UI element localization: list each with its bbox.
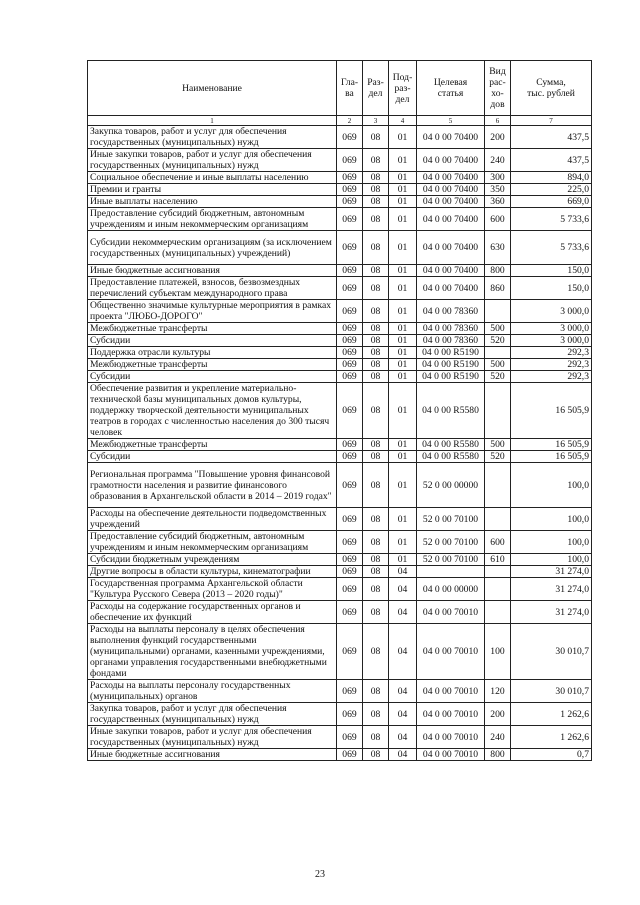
cell-vid: 360 <box>485 196 511 208</box>
cell-name: Региональная программа "Повышение уровня финансовой грамотности населения и развитие финансового образования в Архангельской области в 2014 – 2019 годах" <box>88 463 337 508</box>
cell-vid: 350 <box>485 184 511 196</box>
cell-name: Межбюджетные трансферты <box>88 439 337 451</box>
cell-sum: 292,3 <box>511 359 592 371</box>
table-row <box>88 383 592 439</box>
table-row <box>88 531 592 554</box>
table-row <box>88 749 592 761</box>
cell-glava: 069 <box>337 172 363 184</box>
cell-name: Субсидии бюджетным учреждениям <box>88 554 337 566</box>
cell-glava: 069 <box>337 359 363 371</box>
cell-name: Предоставление субсидий бюджетным, автономным учреждениям и иным некоммерческим организациям <box>88 208 337 231</box>
cell-name: Социальное обеспечение и иные выплаты населению <box>88 172 337 184</box>
cell-sum: 0,7 <box>511 749 592 761</box>
cell-target: 04 0 00 70010 <box>417 726 485 749</box>
cell-podrazdel: 01 <box>389 347 417 359</box>
cell-target: 04 0 00 70400 <box>417 149 485 172</box>
cell-name: Иные выплаты населению <box>88 196 337 208</box>
cell-name: Субсидии <box>88 451 337 463</box>
cell-vid <box>485 578 511 601</box>
table-row <box>88 300 592 323</box>
cell-target: 04 0 00 70010 <box>417 624 485 680</box>
cell-razdel: 08 <box>363 335 389 347</box>
cell-sum: 16 505,9 <box>511 383 592 439</box>
cell-target: 04 0 00 70400 <box>417 231 485 265</box>
cell-glava: 069 <box>337 277 363 300</box>
cell-sum: 150,0 <box>511 277 592 300</box>
cell-target: 04 0 00 00000 <box>417 578 485 601</box>
cell-razdel: 08 <box>363 451 389 463</box>
cell-sum: 31 274,0 <box>511 578 592 601</box>
cell-vid: 520 <box>485 335 511 347</box>
table-row <box>88 149 592 172</box>
cell-glava: 069 <box>337 335 363 347</box>
cell-sum: 31 274,0 <box>511 566 592 578</box>
cell-razdel: 08 <box>363 383 389 439</box>
cell-glava: 069 <box>337 703 363 726</box>
cell-sum: 1 262,6 <box>511 726 592 749</box>
cell-name: Премии и гранты <box>88 184 337 196</box>
table-row <box>88 726 592 749</box>
cell-sum: 1 262,6 <box>511 703 592 726</box>
cell-target: 04 0 00 R5190 <box>417 371 485 383</box>
cell-vid: 200 <box>485 126 511 149</box>
cell-razdel: 08 <box>363 277 389 300</box>
cell-target: 04 0 00 70400 <box>417 126 485 149</box>
cell-razdel: 08 <box>363 680 389 703</box>
cell-razdel: 08 <box>363 508 389 531</box>
table-row <box>88 703 592 726</box>
cell-glava: 069 <box>337 347 363 359</box>
table-row <box>88 323 592 335</box>
cell-name: Обеспечение развития и укрепление материально-технической базы муниципальных домов культуры, поддержку творческой деятельности муниципальных театров в городах с численностью населения до 300 тысяч человек <box>88 383 337 439</box>
table-row <box>88 196 592 208</box>
cell-razdel: 08 <box>363 172 389 184</box>
table-row <box>88 439 592 451</box>
column-number: 7 <box>511 116 592 126</box>
cell-razdel: 08 <box>363 149 389 172</box>
cell-sum: 3 000,0 <box>511 335 592 347</box>
cell-podrazdel: 01 <box>389 335 417 347</box>
cell-glava: 069 <box>337 451 363 463</box>
column-number: 2 <box>337 116 363 126</box>
cell-sum: 100,0 <box>511 463 592 508</box>
cell-glava: 069 <box>337 624 363 680</box>
cell-target: 04 0 00 70010 <box>417 749 485 761</box>
cell-podrazdel: 01 <box>389 323 417 335</box>
cell-podrazdel: 04 <box>389 566 417 578</box>
table-row <box>88 566 592 578</box>
cell-name: Расходы на выплаты персоналу государственных (муниципальных) органов <box>88 680 337 703</box>
cell-razdel: 08 <box>363 208 389 231</box>
cell-razdel: 08 <box>363 184 389 196</box>
cell-podrazdel: 01 <box>389 508 417 531</box>
cell-razdel: 08 <box>363 126 389 149</box>
cell-podrazdel: 01 <box>389 208 417 231</box>
cell-target: 52 0 00 70100 <box>417 508 485 531</box>
cell-sum: 30 010,7 <box>511 624 592 680</box>
cell-glava: 069 <box>337 578 363 601</box>
cell-sum: 292,3 <box>511 371 592 383</box>
header-target: Целевая статья <box>417 61 485 116</box>
cell-razdel: 08 <box>363 624 389 680</box>
cell-razdel: 08 <box>363 578 389 601</box>
cell-name: Предоставление субсидий бюджетным, автономным учреждениям и иным некоммерческим организациям <box>88 531 337 554</box>
table-row <box>88 184 592 196</box>
table-row <box>88 508 592 531</box>
cell-vid: 520 <box>485 371 511 383</box>
cell-vid: 610 <box>485 554 511 566</box>
cell-glava: 069 <box>337 726 363 749</box>
column-number: 4 <box>389 116 417 126</box>
cell-podrazdel: 01 <box>389 231 417 265</box>
table-row <box>88 265 592 277</box>
cell-target <box>417 566 485 578</box>
cell-podrazdel: 01 <box>389 383 417 439</box>
cell-glava: 069 <box>337 208 363 231</box>
cell-podrazdel: 04 <box>389 749 417 761</box>
cell-glava: 069 <box>337 554 363 566</box>
table-row <box>88 172 592 184</box>
cell-vid: 600 <box>485 531 511 554</box>
cell-podrazdel: 04 <box>389 703 417 726</box>
cell-target: 04 0 00 70400 <box>417 277 485 300</box>
cell-sum: 437,5 <box>511 126 592 149</box>
cell-glava: 069 <box>337 601 363 624</box>
cell-podrazdel: 01 <box>389 277 417 300</box>
table-row <box>88 624 592 680</box>
cell-name: Иные закупки товаров, работ и услуг для обеспечения государственных (муниципальных) нужд <box>88 149 337 172</box>
table-row <box>88 371 592 383</box>
cell-glava: 069 <box>337 749 363 761</box>
cell-razdel: 08 <box>363 531 389 554</box>
cell-sum: 31 274,0 <box>511 601 592 624</box>
cell-podrazdel: 01 <box>389 359 417 371</box>
cell-sum: 16 505,9 <box>511 439 592 451</box>
cell-vid: 500 <box>485 439 511 451</box>
cell-sum: 3 000,0 <box>511 300 592 323</box>
cell-razdel: 08 <box>363 347 389 359</box>
cell-name: Субсидии <box>88 335 337 347</box>
cell-sum: 225,0 <box>511 184 592 196</box>
table-row <box>88 231 592 265</box>
cell-vid <box>485 300 511 323</box>
cell-target: 04 0 00 70010 <box>417 680 485 703</box>
table-row <box>88 208 592 231</box>
cell-name: Расходы на содержание государственных органов и обеспечение их функций <box>88 601 337 624</box>
cell-glava: 069 <box>337 149 363 172</box>
cell-podrazdel: 01 <box>389 371 417 383</box>
cell-razdel: 08 <box>363 439 389 451</box>
cell-target: 04 0 00 78360 <box>417 335 485 347</box>
cell-vid: 860 <box>485 277 511 300</box>
column-number: 6 <box>485 116 511 126</box>
cell-podrazdel: 01 <box>389 172 417 184</box>
cell-vid <box>485 601 511 624</box>
cell-target: 04 0 00 70400 <box>417 172 485 184</box>
cell-razdel: 08 <box>363 265 389 277</box>
column-number: 5 <box>417 116 485 126</box>
cell-razdel: 08 <box>363 196 389 208</box>
cell-target: 52 0 00 00000 <box>417 463 485 508</box>
header-name: Наименование <box>88 61 337 116</box>
cell-podrazdel: 01 <box>389 451 417 463</box>
cell-vid: 800 <box>485 265 511 277</box>
cell-razdel: 08 <box>363 703 389 726</box>
cell-target: 04 0 00 R5580 <box>417 383 485 439</box>
cell-razdel: 08 <box>363 554 389 566</box>
cell-target: 04 0 00 70010 <box>417 703 485 726</box>
cell-glava: 069 <box>337 265 363 277</box>
cell-target: 04 0 00 R5190 <box>417 347 485 359</box>
cell-vid: 500 <box>485 323 511 335</box>
cell-podrazdel: 04 <box>389 578 417 601</box>
cell-podrazdel: 01 <box>389 554 417 566</box>
cell-podrazdel: 01 <box>389 126 417 149</box>
cell-vid <box>485 347 511 359</box>
cell-vid: 120 <box>485 680 511 703</box>
cell-vid: 300 <box>485 172 511 184</box>
cell-vid <box>485 463 511 508</box>
cell-sum: 100,0 <box>511 554 592 566</box>
cell-glava: 069 <box>337 126 363 149</box>
cell-razdel: 08 <box>363 726 389 749</box>
cell-sum: 669,0 <box>511 196 592 208</box>
cell-razdel: 08 <box>363 463 389 508</box>
cell-sum: 292,3 <box>511 347 592 359</box>
cell-glava: 069 <box>337 463 363 508</box>
cell-name: Субсидии некоммерческим организациям (за исключением государственных (муниципальных) учреждений) <box>88 231 337 265</box>
cell-glava: 069 <box>337 439 363 451</box>
cell-target: 04 0 00 70400 <box>417 208 485 231</box>
cell-target: 04 0 00 R5580 <box>417 451 485 463</box>
table-row <box>88 335 592 347</box>
cell-glava: 069 <box>337 184 363 196</box>
header-glava: Гла- ва <box>337 61 363 116</box>
cell-razdel: 08 <box>363 300 389 323</box>
cell-glava: 069 <box>337 531 363 554</box>
budget-table <box>87 60 592 761</box>
cell-sum: 5 733,6 <box>511 231 592 265</box>
cell-target: 04 0 00 70400 <box>417 184 485 196</box>
cell-vid: 240 <box>485 726 511 749</box>
page-number: 23 <box>315 869 325 880</box>
table-row <box>88 463 592 508</box>
cell-name: Государственная программа Архангельской области "Культура Русского Севера (2013 – 2020 годы)" <box>88 578 337 601</box>
cell-podrazdel: 04 <box>389 726 417 749</box>
cell-name: Иные закупки товаров, работ и услуг для обеспечения государственных (муниципальных) нужд <box>88 726 337 749</box>
cell-target: 04 0 00 70400 <box>417 196 485 208</box>
cell-name: Межбюджетные трансферты <box>88 359 337 371</box>
cell-sum: 100,0 <box>511 508 592 531</box>
cell-sum: 150,0 <box>511 265 592 277</box>
cell-name: Другие вопросы в области культуры, кинематографии <box>88 566 337 578</box>
cell-razdel: 08 <box>363 359 389 371</box>
cell-name: Иные бюджетные ассигнования <box>88 749 337 761</box>
cell-name: Межбюджетные трансферты <box>88 323 337 335</box>
cell-podrazdel: 04 <box>389 601 417 624</box>
cell-razdel: 08 <box>363 749 389 761</box>
cell-podrazdel: 04 <box>389 680 417 703</box>
table-row <box>88 680 592 703</box>
header-podrazdel: Под- раз- дел <box>389 61 417 116</box>
cell-glava: 069 <box>337 323 363 335</box>
table-row <box>88 451 592 463</box>
cell-podrazdel: 01 <box>389 196 417 208</box>
cell-name: Закупка товаров, работ и услуг для обеспечения государственных (муниципальных) нужд <box>88 703 337 726</box>
cell-glava: 069 <box>337 371 363 383</box>
table-row <box>88 277 592 300</box>
header-vid: Вид рас- хо- дов <box>485 61 511 116</box>
cell-podrazdel: 01 <box>389 300 417 323</box>
cell-podrazdel: 01 <box>389 439 417 451</box>
table-row <box>88 601 592 624</box>
cell-podrazdel: 01 <box>389 149 417 172</box>
cell-vid: 520 <box>485 451 511 463</box>
cell-podrazdel: 01 <box>389 184 417 196</box>
cell-name: Субсидии <box>88 371 337 383</box>
cell-glava: 069 <box>337 566 363 578</box>
cell-vid: 800 <box>485 749 511 761</box>
cell-razdel: 08 <box>363 371 389 383</box>
cell-name: Предоставление платежей, взносов, безвозмездных перечислений субъектам международного права <box>88 277 337 300</box>
column-number: 3 <box>363 116 389 126</box>
cell-target: 04 0 00 R5580 <box>417 439 485 451</box>
cell-name: Иные бюджетные ассигнования <box>88 265 337 277</box>
table-row <box>88 359 592 371</box>
cell-podrazdel: 04 <box>389 624 417 680</box>
cell-vid <box>485 508 511 531</box>
cell-vid: 100 <box>485 624 511 680</box>
cell-glava: 069 <box>337 231 363 265</box>
cell-sum: 100,0 <box>511 531 592 554</box>
cell-sum: 30 010,7 <box>511 680 592 703</box>
table-row <box>88 578 592 601</box>
table-row <box>88 347 592 359</box>
cell-razdel: 08 <box>363 323 389 335</box>
cell-name: Расходы на выплаты персоналу в целях обеспечения выполнения функций государственными (муниципальными) органами, казенными учреждениями, органами управления государственными внебюджетными фондами <box>88 624 337 680</box>
cell-vid: 500 <box>485 359 511 371</box>
cell-razdel: 08 <box>363 566 389 578</box>
cell-sum: 16 505,9 <box>511 451 592 463</box>
cell-glava: 069 <box>337 508 363 531</box>
cell-vid <box>485 566 511 578</box>
cell-glava: 069 <box>337 300 363 323</box>
table-row <box>88 126 592 149</box>
cell-razdel: 08 <box>363 601 389 624</box>
cell-glava: 069 <box>337 196 363 208</box>
cell-podrazdel: 01 <box>389 531 417 554</box>
cell-glava: 069 <box>337 680 363 703</box>
header-razdel: Раз- дел <box>363 61 389 116</box>
cell-razdel: 08 <box>363 231 389 265</box>
cell-name: Поддержка отрасли культуры <box>88 347 337 359</box>
cell-target: 04 0 00 70010 <box>417 601 485 624</box>
cell-target: 52 0 00 70100 <box>417 554 485 566</box>
cell-vid: 240 <box>485 149 511 172</box>
cell-vid: 200 <box>485 703 511 726</box>
cell-target: 52 0 00 70100 <box>417 531 485 554</box>
cell-sum: 3 000,0 <box>511 323 592 335</box>
header-row <box>88 61 592 116</box>
cell-vid: 600 <box>485 208 511 231</box>
cell-sum: 5 733,6 <box>511 208 592 231</box>
cell-podrazdel: 01 <box>389 265 417 277</box>
cell-podrazdel: 01 <box>389 463 417 508</box>
cell-name: Общественно значимые культурные мероприятия в рамках проекта "ЛЮБО-ДОРОГО" <box>88 300 337 323</box>
table-row <box>88 554 592 566</box>
cell-glava: 069 <box>337 383 363 439</box>
cell-target: 04 0 00 R5190 <box>417 359 485 371</box>
column-number-row <box>88 116 592 126</box>
cell-vid <box>485 383 511 439</box>
cell-target: 04 0 00 78360 <box>417 300 485 323</box>
cell-vid: 630 <box>485 231 511 265</box>
cell-target: 04 0 00 78360 <box>417 323 485 335</box>
cell-sum: 894,0 <box>511 172 592 184</box>
cell-target: 04 0 00 70400 <box>417 265 485 277</box>
header-sum: Сумма, тыс. рублей <box>511 61 592 116</box>
cell-name: Расходы на обеспечение деятельности подведомственных учреждений <box>88 508 337 531</box>
cell-sum: 437,5 <box>511 149 592 172</box>
column-number: 1 <box>88 116 337 126</box>
cell-name: Закупка товаров, работ и услуг для обеспечения государственных (муниципальных) нужд <box>88 126 337 149</box>
